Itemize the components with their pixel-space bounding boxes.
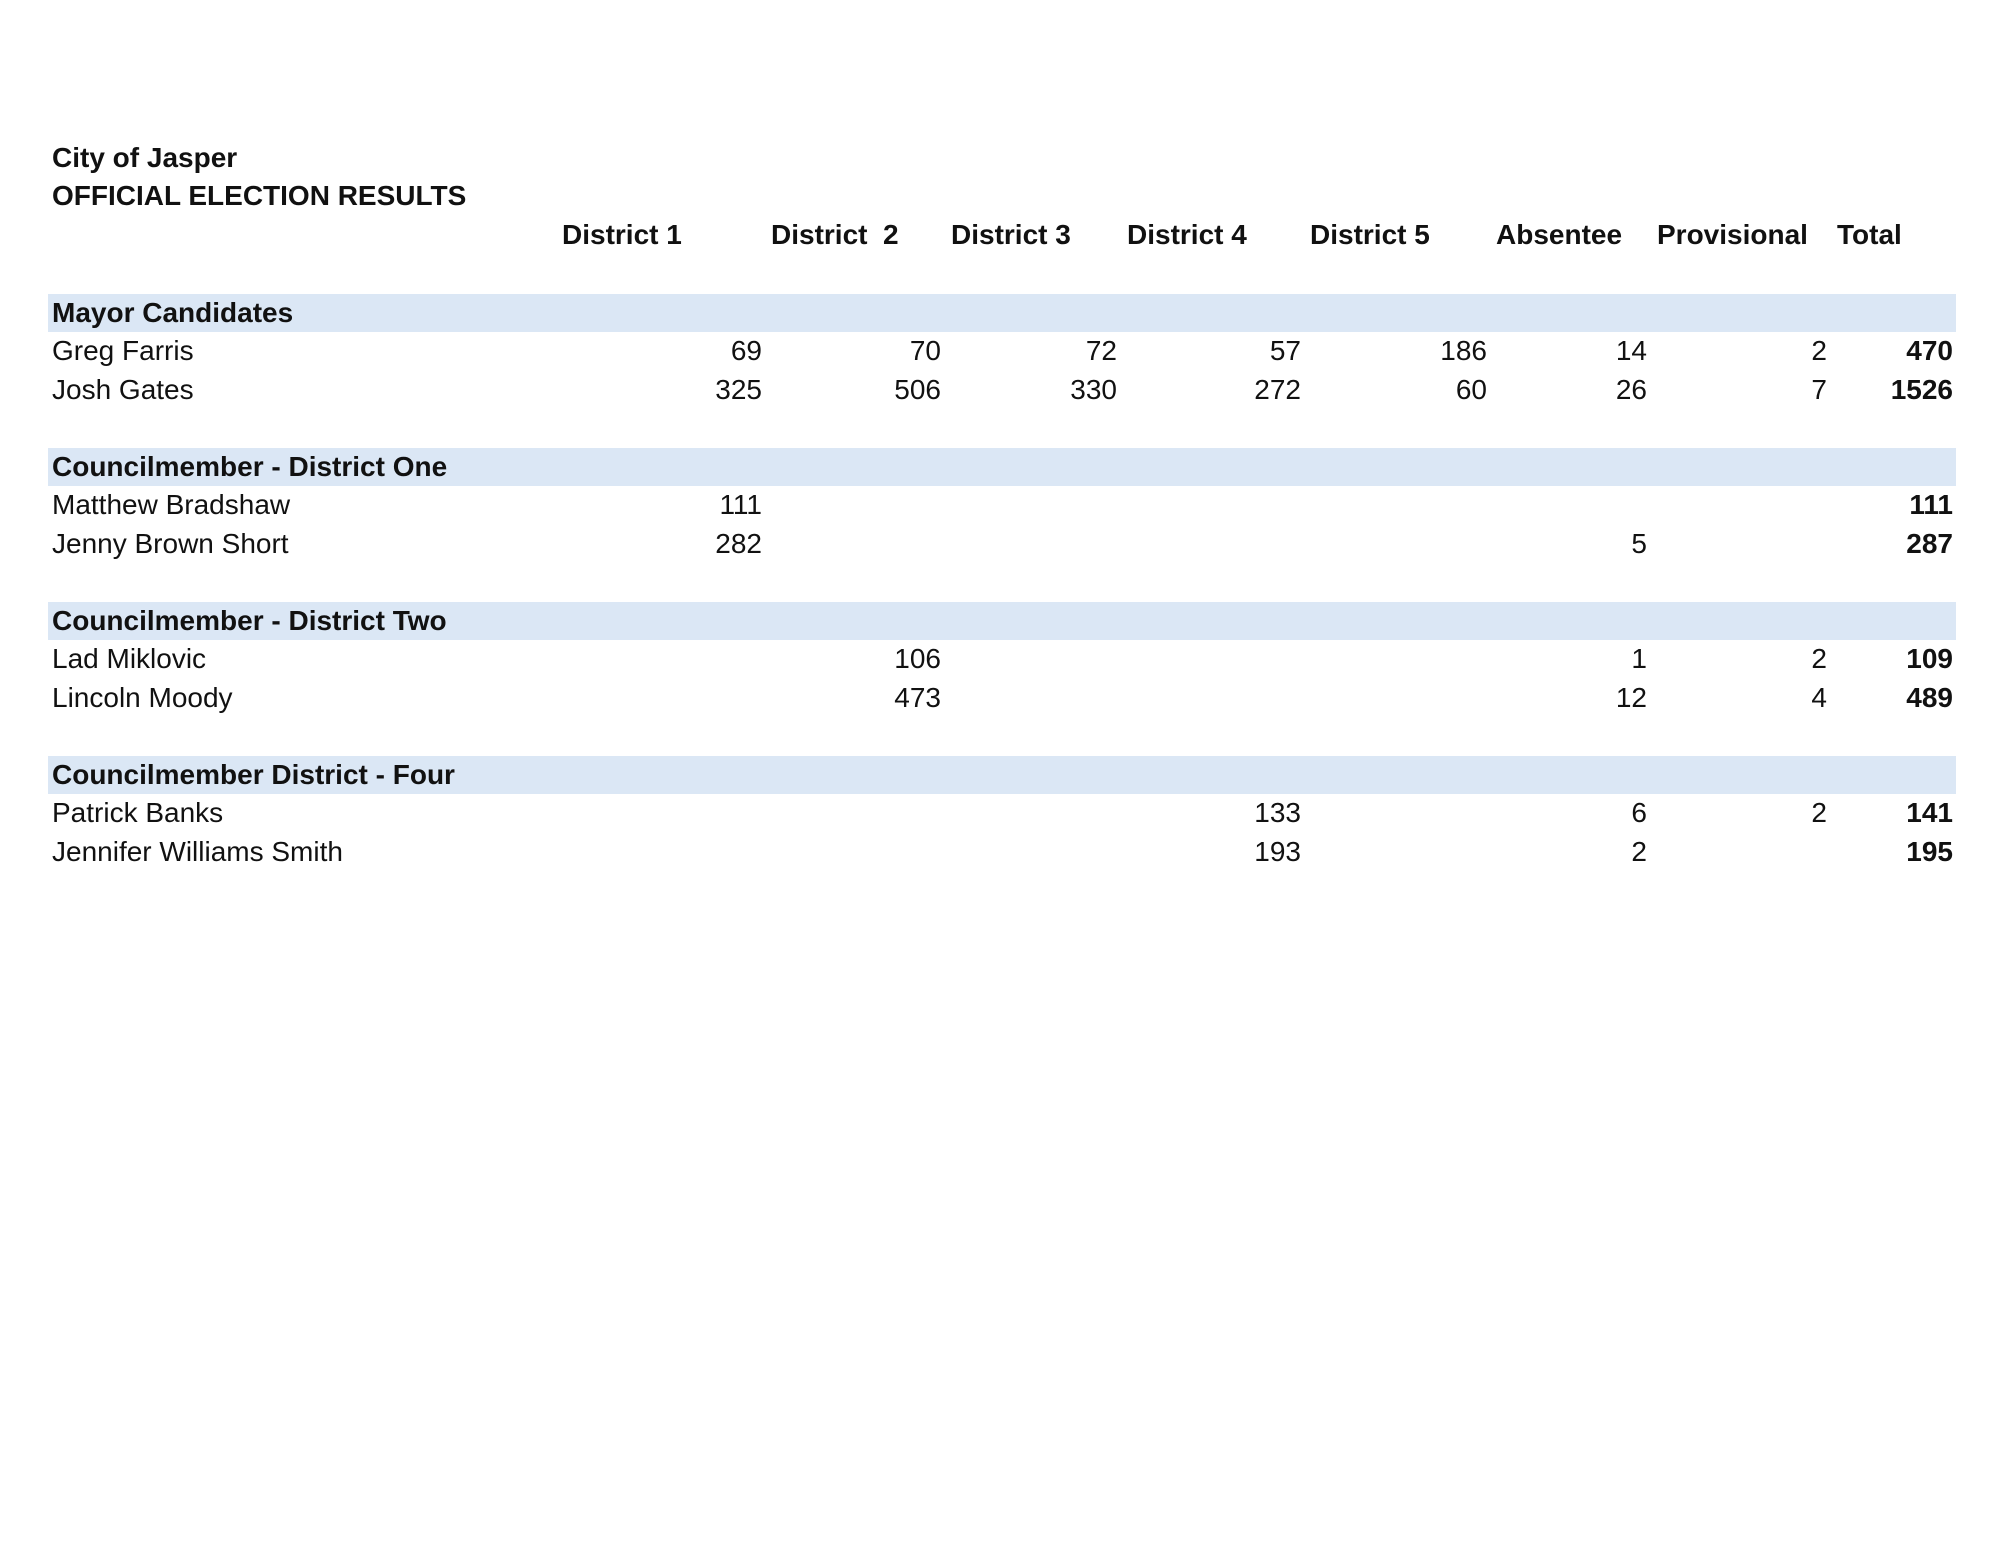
document-title-line-1: City of Jasper [52, 142, 238, 173]
vote-count-district-5: 186 [1440, 335, 1487, 366]
vote-count-absentee: 26 [1615, 374, 1647, 405]
column-header-district-5: District 5 [1310, 219, 1430, 250]
vote-count-absentee: 5 [1631, 528, 1647, 559]
section-title: Mayor Candidates [52, 297, 294, 328]
column-header-district-1: District 1 [562, 219, 682, 250]
vote-count-absentee: 14 [1615, 335, 1647, 366]
vote-count-district-4: 57 [1269, 335, 1301, 366]
candidate-name: Greg Farris [52, 335, 194, 366]
vote-count-district-2: 506 [894, 374, 941, 405]
vote-count-total: 141 [1906, 797, 1953, 828]
vote-count-district-2: 473 [894, 682, 941, 713]
candidate-name: Matthew Bradshaw [52, 489, 291, 520]
candidate-name: Patrick Banks [52, 797, 224, 828]
candidate-name: Jennifer Williams Smith [52, 836, 343, 867]
section-band [48, 294, 1956, 332]
vote-count-district-2: 70 [909, 335, 941, 366]
vote-count-total: 195 [1906, 836, 1953, 867]
candidate-name: Lad Miklovic [52, 643, 207, 674]
vote-count-district-2: 106 [894, 643, 941, 674]
vote-count-total: 1526 [1890, 374, 1953, 405]
column-header-provisional: Provisional [1657, 219, 1808, 250]
vote-count-district-1: 111 [719, 489, 762, 520]
vote-count-provisional: 4 [1811, 682, 1827, 713]
vote-count-total: 489 [1906, 682, 1953, 713]
vote-count-absentee: 6 [1631, 797, 1647, 828]
vote-count-total: 109 [1906, 643, 1953, 674]
vote-count-total: 470 [1906, 335, 1953, 366]
column-header-district-4: District 4 [1127, 219, 1247, 250]
column-header-absentee: Absentee [1496, 219, 1623, 250]
vote-count-absentee: 2 [1631, 836, 1647, 867]
column-header-district-3: District 3 [951, 219, 1071, 250]
vote-count-district-4: 272 [1254, 374, 1301, 405]
vote-count-district-3: 330 [1070, 374, 1117, 405]
section-title: Councilmember - District Two [52, 605, 447, 636]
column-header-total: Total [1837, 219, 1902, 250]
vote-count-district-3: 72 [1085, 335, 1117, 366]
column-header-district-2: District 2 [771, 219, 899, 250]
candidate-name: Lincoln Moody [52, 682, 233, 713]
vote-count-district-5: 60 [1455, 374, 1487, 405]
vote-count-district-1: 282 [715, 528, 762, 559]
vote-count-district-1: 325 [715, 374, 762, 405]
section-title: Councilmember District - Four [52, 759, 455, 790]
vote-count-absentee: 1 [1631, 643, 1647, 674]
vote-count-district-1: 69 [730, 335, 762, 366]
vote-count-total: 287 [1906, 528, 1953, 559]
vote-count-district-4: 193 [1254, 836, 1301, 867]
section-title: Councilmember - District One [52, 451, 448, 482]
vote-count-provisional: 2 [1811, 335, 1827, 366]
vote-count-provisional: 2 [1811, 643, 1827, 674]
vote-count-provisional: 7 [1811, 374, 1827, 405]
vote-count-total: 111 [1909, 489, 1953, 520]
candidate-name: Josh Gates [52, 374, 194, 405]
vote-count-provisional: 2 [1811, 797, 1827, 828]
vote-count-absentee: 12 [1615, 682, 1647, 713]
vote-count-district-4: 133 [1254, 797, 1301, 828]
candidate-name: Jenny Brown Short [52, 528, 289, 559]
document-title-line-2: OFFICIAL ELECTION RESULTS [52, 180, 467, 211]
